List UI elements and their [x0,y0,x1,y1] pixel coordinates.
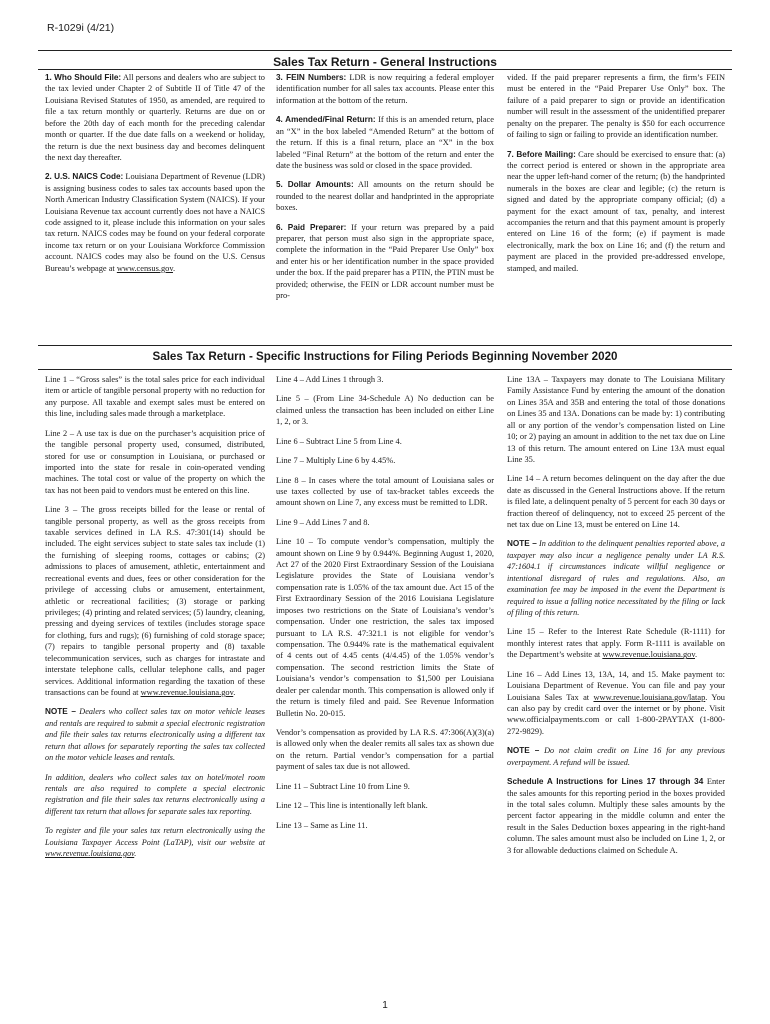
general-instructions-title: Sales Tax Return - General Instructions [273,55,497,69]
general-item-1: 1. Who Should File: All persons and dealers who are subject to the tax levied under Chapter 2 of Subtitle II of Title 47 of the Louisiana Revised Statutes of 1950, as amended, are required to file a tax return monthly or quarterly. Returns are due on or before the 20th day of each month for the preceding calendar month or quarter. If the due date falls on a weekend or holiday, the return is due the next business day and becomes delinquent the next day thereafter. [45,73,265,162]
general-col-2 [276,72,494,310]
line-8-text: Line 8 – In cases where the total amount of Louisiana sales or use taxes collected by use of tax-bracket tables exceeds the amount shown on Line 7, any excess must be remitted to LDR. [276,475,494,508]
revenue-link-2[interactable]: www.revenue.louisiana.gov [45,849,135,859]
general-item-6: 6. Paid Preparer: If your return was prepared by a paid preparer, that person must also sign in the appropriate space, complete the information in the “Paid Preparer Use Only” box and enter his or her identification number in the space provided under the box. If the paid preparer has a PTIN, the PTIN must be provided; otherwise, the FEIN or LDR account number must be pro- [276,222,494,301]
specific-col-3 [507,374,725,864]
top-rule [38,50,732,51]
line-13a-text: Line 13A – Taxpayers may donate to The Louisiana Military Family Assistance Fund by entering the amount of the donation on Lines 35A and 35B and entering the total of those donations on Lines 35 and 13A. Donations can be made by: 1) contributing all or any portion of the vendor’s compensation listed on Line 10; or 2) paying an amount in addition to the net tax due on Line 13 of this return. The amount entered on Line 13A must equal Line 35. [507,375,725,464]
specific-instructions-title: Sales Tax Return - Specific Instructions for Filing Periods Beginning November 2020 [152,350,618,363]
line-7-text: Line 7 – Multiply Line 6 by 4.45%. [276,456,396,466]
line-16-text: Line 16 – Add Lines 13, 13A, 14, and 15. Make payment to: Louisiana Department of Revenue. You can file and pay your Louisiana Sales Tax at www.revenue.louisiana.gov/latap. You can also pay by credit card over the internet or by phone. Visit www.officialpayments.com or call 1-800-2PAYTAX (1-800-272-9829). [507,669,725,736]
title-rule [38,69,732,70]
form-number: R-1029i (4/21) [47,22,115,34]
specific-col-2 [276,374,494,839]
revenue-link-3[interactable]: www.revenue.louisiana.gov [602,650,695,660]
schedule-a-text: Schedule A Instructions for Lines 17 through 34 Enter the sales amounts for this reporting period in the boxes provided in the total sales column. Multiply these sales amounts by the percent factor appearing in the middle column and enter the result in the Sales Deduction boxes appearing in the right-hand column. The sales amount must also be included on Line 1, 2, or 3 for allowable deductions claimed on Schedule A. [507,777,725,855]
line-13-text: Line 13 – Same as Line 11. [276,820,368,830]
line-6-text: Line 6 – Subtract Line 5 from Line 4. [276,436,402,446]
general-col-3 [507,72,725,282]
line-5-text: Line 5 – (From Line 34-Schedule A) No deduction can be claimed unless the transaction has been included on either Line 1, 2, or 3. [276,394,494,427]
line-10-text: Line 10 – To compute vendor’s compensation, multiply the amount shown on Line 9 by 0.944%. Beginning August 1, 2020, Act 27 of the 2020 First Extraordinary Session of the Louisiana Legislature provides the State of Louisiana vendor’s compensation rate is 1.05% of the tax amount due. Act 15 of the First Extraordinary Session of the 2016 Louisiana Legislature imposes two restrictions on the State of Louisiana’s vendor’s compensation. Under one restriction, the sales tax imposed pursuant to LA R.S. 47:321.1 is not eligible for vendor’s compensation. The 0.944% rate is the mathematical equivalent of 4 cents out of 4.45 cents (4/4.45) of the 1.05% vendor’s compensation. The second restriction limits the State of Louisiana’s vendor’s compensation to $1,500 per Louisiana dealer per calendar month. This compensation is allowed only if the return is timely filed and paid. See Revenue Information Bulletin No. 20-015. [276,537,494,718]
line-11-text: Line 11 – Subtract Line 10 from Line 9. [276,781,410,791]
general-item-2: 2. U.S. NAICS Code: Louisiana Department of Revenue (LDR) is assigning business codes to sales tax accounts based upon the North American Industry Classification System (NAICS). If your Louisiana Revenue tax account currently does not have a NAICS code assigned to it, please include this information on your sales tax return. NAICS codes may be found on your federal corporate income tax return or on your Louisiana Workforce Commission account. NAICS codes may also be found on the U.S. Census Bureau’s webpage at www.census.gov. [45,172,265,273]
revenue-link-1[interactable]: www.revenue.louisiana.gov [140,687,234,697]
overpayment-note: NOTE – Do not claim credit on Line 16 for any previous overpayment. A refund will be issued. [507,746,725,767]
line-12-text: Line 12 – This line is intentionally left blank. [276,801,428,811]
general-item-5: 5. Dollar Amounts: All amounts on the return should be rounded to the nearest dollar and handprinted in the appropriate boxes. [276,180,494,213]
line-2-text: Line 2 – A use tax is due on the purchaser’s acquisition price of the tangible personal property used, consumed, distributed, stored for use or consumption in Louisiana, or purchased or imported into the state for resale in coin-operated vending machines. The total cost or value of the property on which the tax has not been paid to vendors must be entered on this line. [45,428,265,495]
line-1-text: Line 1 – “Gross sales” is the total sales price for each individual item or article of tangible personal property with no reduction for any purpose. All taxable and exempt sales must be entered on this line, including sales made through a marketplace. [45,375,265,419]
latap-link[interactable]: www.revenue.louisiana.gov/latap [593,692,706,702]
line-4-text: Line 4 – Add Lines 1 through 3. [276,375,384,384]
penalty-note: NOTE – In addition to the delinquent penalties reported above, a taxpayer may also incur a negligence penalty under LA R.S. 47:1604.1 if circumstances indicate willful negligence or intentional disregard of rules and regulations. Also, an examination fee may be imposed in the event the Department is required to issue a falling notice necessitated by the filing or lack of filing of this return. [507,539,726,618]
general-col-1 [45,72,265,282]
vendor-compensation-text: Vendor’s compensation as provided by LA R.S. 47:306(A)(3)(a) is allowed only when the dealer remits all sales tax as shown due on the return. Partial vendor’s compensation for a partial payment of sales tax due is not allowed. [276,727,494,772]
general-item-4: 4. Amended/Final Return: If this is an amended return, place an “X” in the box labeled “Amended Return” at the bottom of the return. If this is a final return, place an “X” in the box labeled “Final Return” at the bottom of the return and enter the date the business was sold or closed in the space provided. [276,115,494,170]
line-9-text: Line 9 – Add Lines 7 and 8. [276,517,370,527]
line-14-text: Line 14 – A return becomes delinquent on the day after the due date as discussed in the General Instructions above. If the return is filed late, a delinquent penalty of 5 percent for each 30 days or fraction thereof of delinquency, not to exceed 25 percent of the net tax due on Line 13, must be entered on Line 14. [507,474,725,530]
hotel-note: In addition, dealers who collect sales tax on hotel/motel room rentals are also required to complete a special electronic registration and file their sales tax returns electronically using a different tax return that allows for separate sales tax reporting. [45,772,265,816]
general-item-7: 7. Before Mailing: Care should be exercised to ensure that: (a) the correct period is entered or shown in the appropriate area near the upper left-hand corner of the return; (b) the handprinted numerals in the boxes are clear and legible; (c) the return is signed and dated by the appropriate company official; (d) a payment for the exact amount of tax, penalty, and interest accompanies the return and that this payment amount is properly entered on Line 16 of the form; (e) if payment is made electronically, mark the box on Line 16; and (f) the return and payment are placed in the provided pre-addressed envelope, stamped, and mailed. [507,149,725,273]
general-item-6-cont: vided. If the paid preparer represents a firm, the firm’s FEIN must be entered in the “Paid Preparer Use Only” box. The failure of a paid preparer to sign or provide an identification number will result in the assessment of the unidentified preparer penalty on the preparer. The penalty is $50 for each occurrence of failing to sign or failing to provide an identification number. [507,73,725,140]
latap-note: To register and file your sales tax return electronically using the Louisiana Taxpayer Access Point (LaTAP), visit our website at www.revenue.louisiana.gov. [45,826,265,859]
mid-rule [38,345,732,346]
census-link[interactable]: www.census.gov [116,263,173,273]
general-item-3: 3. FEIN Numbers: LDR is now requiring a federal employer identification number for all sales tax accounts. Please enter this information at the bottom of the return. [276,73,495,105]
page-number: 1 [382,1000,388,1011]
vehicle-lease-note: NOTE – Dealers who collect sales tax on motor vehicle leases and rentals are required to submit a special electronic registration and file their sales tax returns electronically using a different tax return that allows for separately reporting the sales tax collected on the motor vehicle leases and rentals. [45,707,265,763]
specific-title-rule [38,369,732,370]
specific-col-1 [45,374,265,867]
line-15-text: Line 15 – Refer to the Interest Rate Schedule (R-1111) for monthly interest rates that apply. Form R-1111 is available on the Department’s website at www.revenue.louisiana.gov. [507,627,725,660]
line-3-text: Line 3 – The gross receipts billed for the lease or rental of tangible personal property, as well as the gross receipts from taxable services defined in LA R.S. 47:301(14) should be included. The eight services subject to state sales tax include (1) the furnishing of sleeping rooms, cottages or cabins; (2) admissions to places of amusement, athletic, entertainment and recreational events and dues, fees or other consideration for the privilege of accessing clubs or amusement, entertainment, athletic or recreational facilities; (3) storage or parking privileges; (4) printing and related services; (5) laundry, cleaning, pressing and dyeing services of textiles (includes storage space for clothing, furs and rugs); (6) furnishing of cold storage space; (7) repairs to tangible personal property and (8) taxable telecommunication services, such as charges for intrastate and interstate telephone calls, cellular telephone calls, and pager services. Additional information regarding the taxation of these transactions can be found at www.revenue.louisiana.gov. [45,505,265,697]
